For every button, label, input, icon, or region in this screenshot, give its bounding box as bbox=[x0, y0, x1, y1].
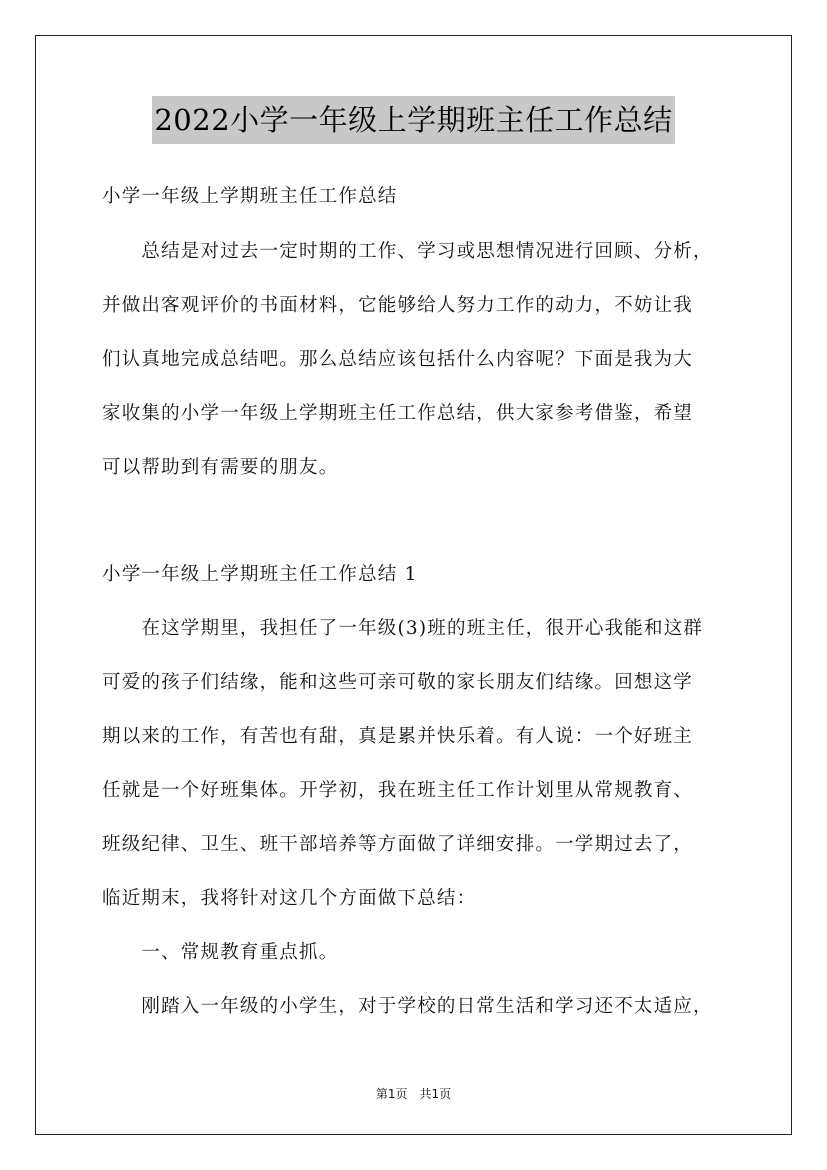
subtitle-line: 小学一年级上学期班主任工作总结 bbox=[102, 186, 398, 207]
page-number-footer: 第1页 共1页 bbox=[375, 1087, 452, 1101]
paragraph-line: 家收集的小学一年级上学期班主任工作总结，供大家参考借鉴，希望 bbox=[102, 403, 694, 424]
paragraph-line: 班级纪律、卫生、班干部培养等方面做了详细安排。一学期过去了， bbox=[102, 834, 694, 855]
paragraph-line: 刚踏入一年级的小学生，对于学校的日常生活和学习还不太适应， bbox=[102, 996, 713, 1017]
paragraph-line: 可以帮助到有需要的朋友。 bbox=[102, 457, 339, 478]
paragraph-line: 任就是一个好班集体。开学初，我在班主任工作计划里从常规教育、 bbox=[102, 780, 694, 801]
section-heading: 小学一年级上学期班主任工作总结 1 bbox=[102, 564, 418, 585]
paragraph-line: 们认真地完成总结吧。那么总结应该包括什么内容呢？下面是我为大 bbox=[102, 349, 694, 370]
paragraph-line: 临近期末，我将针对这几个方面做下总结： bbox=[102, 888, 477, 909]
paragraph-line: 可爱的孩子们结缘，能和这些可亲可敬的家长朋友们结缘。回想这学 bbox=[102, 672, 694, 693]
title-container bbox=[0, 96, 827, 144]
paragraph-line: 并做出客观评价的书面材料，它能够给人努力工作的动力，不妨让我 bbox=[102, 295, 694, 316]
paragraph-line: 总结是对过去一定时期的工作、学习或思想情况进行回顾、分析， bbox=[102, 241, 713, 262]
document-title: 2022小学一年级上学期班主任工作总结 bbox=[152, 96, 674, 144]
subsection-heading: 一、常规教育重点抓。 bbox=[102, 942, 339, 963]
paragraph-line: 在这学期里，我担任了一年级(3)班的班主任，很开心我能和这群 bbox=[102, 618, 704, 639]
paragraph-line: 期以来的工作，有苦也有甜，真是累并快乐着。有人说：一个好班主 bbox=[102, 726, 694, 747]
